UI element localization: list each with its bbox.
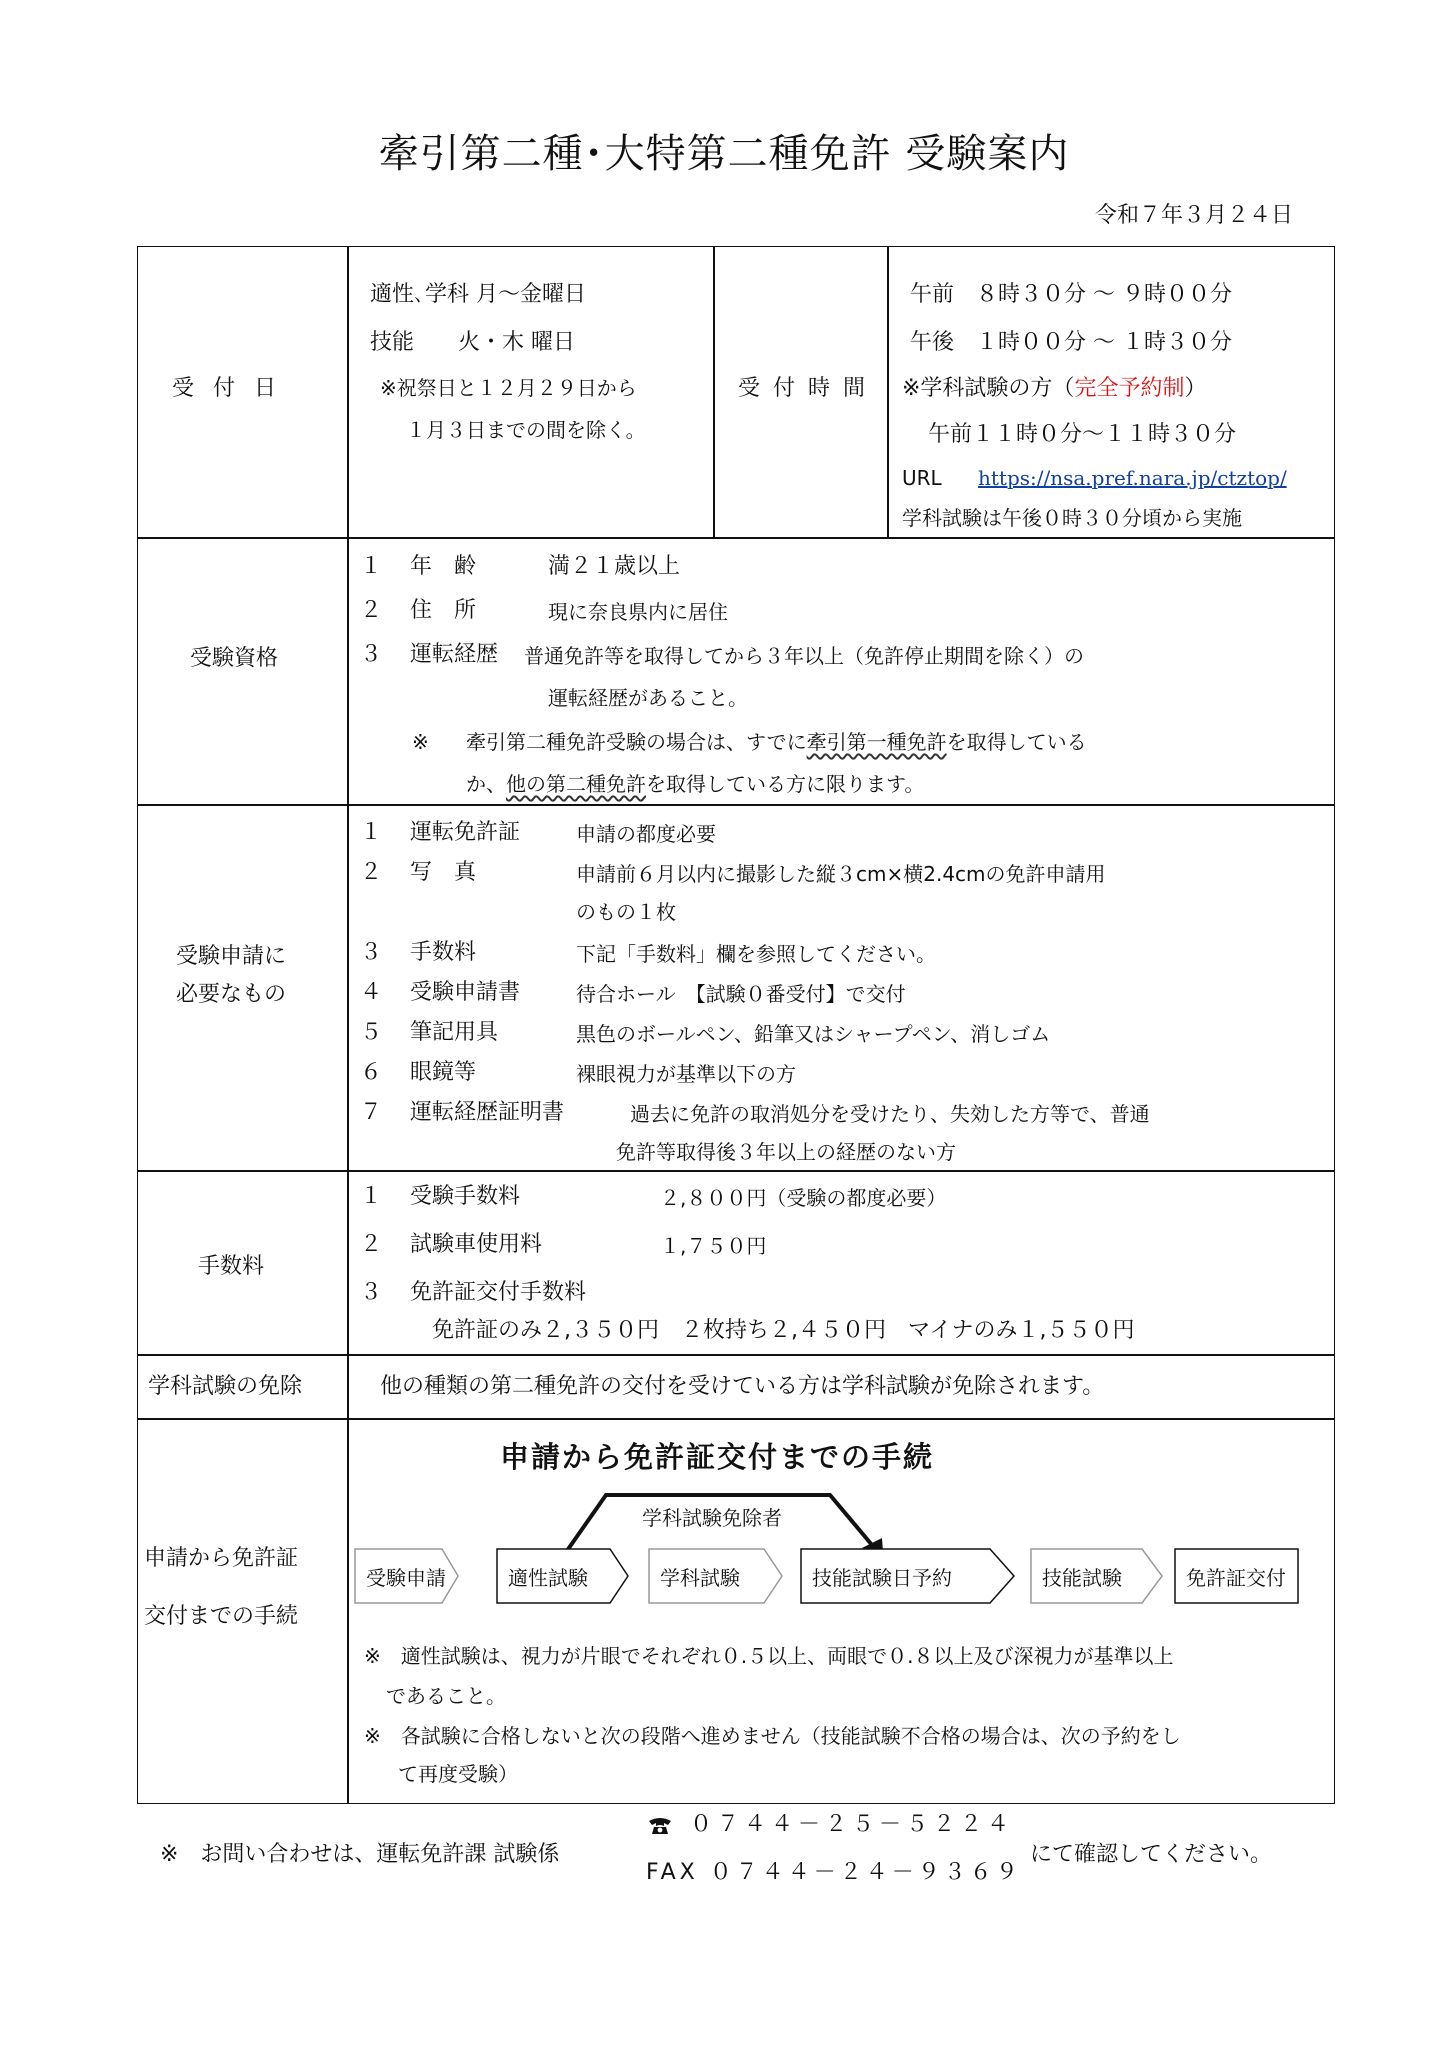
reception-pm: 午後 １時００分 ～ １時３０分 xyxy=(910,330,1232,355)
qual-num: ３ xyxy=(360,642,383,667)
reception-time-label: 受 付 時 間 xyxy=(738,376,868,401)
procedure-label-2: 交付までの手続 xyxy=(144,1604,299,1629)
req-num: １ xyxy=(360,820,383,845)
req-text: 申請前６月以内に撮影した縦３cm×横2.4cmの免許申請用 xyxy=(576,862,1106,886)
qual-name: 住 所 xyxy=(410,598,477,623)
procedure-note1: ※ 適性試験は、視力が片眼でそれぞれ０.５以上、両眼で０.８以上及び深視力が基準以上 xyxy=(364,1644,1174,1668)
req-num: ６ xyxy=(360,1060,383,1085)
procedure-label-1: 申請から免許証 xyxy=(144,1546,299,1571)
req-name: 写 真 xyxy=(410,860,477,885)
exemption-label: 学科試験の免除 xyxy=(148,1374,303,1399)
exam-start-note: 学科試験は午後０時３０分頃から実施 xyxy=(902,506,1242,530)
fee-amount: ２,８００円（受験の都度必要） xyxy=(660,1186,947,1210)
reception-am: 午前 ８時３０分 ～ ９時００分 xyxy=(910,282,1232,307)
req-num: ４ xyxy=(360,980,383,1005)
qualification-label: 受験資格 xyxy=(190,646,279,671)
phone-icon xyxy=(648,1816,672,1834)
footer-suffix: にて確認してください。 xyxy=(1030,1842,1273,1867)
reception-note1: ※祝祭日と１２月２９日から xyxy=(380,376,637,400)
fee-num: ２ xyxy=(360,1232,383,1257)
req-name: 運転経歴証明書 xyxy=(410,1100,565,1125)
req-name: 運転免許証 xyxy=(410,820,521,845)
qual-num: ２ xyxy=(360,598,383,623)
fee-num: ３ xyxy=(360,1280,383,1305)
fees-label: 手数料 xyxy=(198,1254,265,1279)
req-text-cont: 免許等取得後３年以上の経歴のない方 xyxy=(616,1140,956,1164)
fee-name: 免許証交付手数料 xyxy=(410,1280,587,1305)
fee-name: 試験車使用料 xyxy=(410,1232,543,1257)
procedure-note2-cont: て再度受験） xyxy=(398,1762,518,1786)
reception-label: 受 付 日 xyxy=(172,376,282,401)
req-text: 過去に免許の取消処分を受けたり、失効した方等で、普通 xyxy=(630,1102,1150,1126)
req-num: ５ xyxy=(360,1020,383,1045)
reception-days-line1: 適性､学科 月～金曜日 xyxy=(370,282,586,307)
req-text-cont: のもの１枚 xyxy=(576,900,676,924)
req-name: 手数料 xyxy=(410,940,477,965)
req-name: 眼鏡等 xyxy=(410,1060,477,1085)
qual-text-cont: 運転経歴があること。 xyxy=(548,686,748,710)
procedure-note1-cont: であること。 xyxy=(386,1684,506,1708)
reservation-required: 完全予約制 xyxy=(1074,376,1185,401)
qual-num: １ xyxy=(360,554,383,579)
qual-note-line1: 牽引第二種免許受験の場合は、すでに牽引第一種免許を取得している xyxy=(466,730,1087,754)
url-label: URL xyxy=(902,466,942,490)
qual-text: 現に奈良県内に居住 xyxy=(548,600,728,624)
issue-date: 令和７年３月２４日 xyxy=(1094,203,1293,228)
fee-amount: １,７５０円 xyxy=(660,1234,767,1258)
req-num: ３ xyxy=(360,940,383,965)
req-text: 裸眼視力が基準以下の方 xyxy=(576,1062,796,1086)
qual-note-mark: ※ xyxy=(412,730,429,754)
req-text: 待合ホール 【試験０番受付】で交付 xyxy=(576,982,906,1006)
req-name: 受験申請書 xyxy=(410,980,521,1005)
procedure-note2: ※ 各試験に合格しないと次の段階へ進めません（技能試験不合格の場合は、次の予約をし xyxy=(364,1724,1181,1748)
req-text: 下記「手数料」欄を参照してください。 xyxy=(576,942,936,966)
required-label-2: 必要なもの xyxy=(176,982,287,1007)
fee-detail: 免許証のみ２,３５０円 ２枚持ち２,４５０円 マイナのみ１,５５０円 xyxy=(432,1318,1135,1343)
reception-note2: １月３日までの間を除く。 xyxy=(406,418,646,442)
footer-tel: ０７４４－２５－５２２４ xyxy=(662,1812,1014,1838)
exempt-label: 学科試験免除者 xyxy=(642,1506,782,1530)
req-text: 黒色のボールペン、鉛筆又はシャープペン、消しゴム xyxy=(576,1022,1051,1046)
req-num: ２ xyxy=(360,860,383,885)
written-exam-note: ※学科試験の方（完全予約制） xyxy=(902,376,1207,401)
written-exam-time: 午前１１時０分～１１時３０分 xyxy=(928,422,1237,447)
reception-days-line2: 技能 火・木 曜日 xyxy=(370,330,575,355)
qual-name: 運転経歴 xyxy=(410,642,499,667)
reservation-url-link[interactable]: https://nsa.pref.nara.jp/ctztop/ xyxy=(978,466,1287,490)
fee-num: １ xyxy=(360,1184,383,1209)
req-text: 申請の都度必要 xyxy=(576,822,716,846)
exemption-text: 他の種類の第二種免許の交付を受けている方は学科試験が免除されます。 xyxy=(380,1374,1105,1399)
footer-inquiry: ※ お問い合わせは、運転免許課 試験係 xyxy=(160,1842,560,1867)
req-name: 筆記用具 xyxy=(410,1020,499,1045)
page-title: 牽引第二種･大特第二種免許 受験案内 xyxy=(378,131,1070,177)
qual-name: 年 齢 xyxy=(410,554,477,579)
procedure-heading: 申請から免許証交付までの手続 xyxy=(500,1440,935,1474)
qual-text: 満２１歳以上 xyxy=(548,554,681,579)
fee-name: 受験手数料 xyxy=(410,1184,521,1209)
qual-note-line2: か、他の第二種免許を取得している方に限ります。 xyxy=(466,772,925,796)
required-label-1: 受験申請に xyxy=(176,944,287,969)
req-num: ７ xyxy=(360,1100,383,1125)
footer-fax: FAX ０７４４－２４－９３６９ xyxy=(646,1860,1022,1885)
qual-text: 普通免許等を取得してから３年以上（免許停止期間を除く）の xyxy=(524,644,1084,668)
